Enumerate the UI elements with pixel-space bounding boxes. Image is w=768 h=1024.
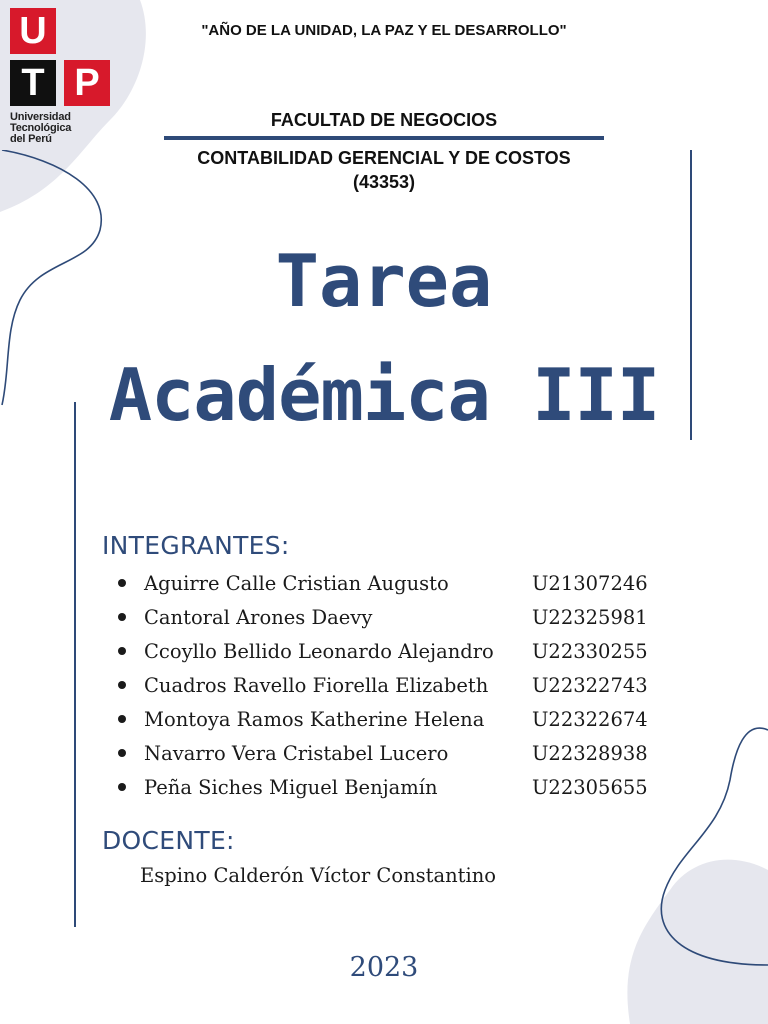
bullet-icon <box>118 783 126 791</box>
faculty-name: FACULTAD DE NEGOCIOS <box>270 110 498 130</box>
list-item <box>118 702 678 736</box>
bullet-icon <box>118 715 126 723</box>
member-code: U22325981 <box>532 605 648 629</box>
vertical-divider-left <box>74 402 76 927</box>
member-name: Cantoral Arones Daevy <box>144 605 373 629</box>
teacher-heading: DOCENTE: <box>102 826 235 855</box>
member-name: Montoya Ramos Katherine Helena <box>144 707 485 731</box>
member-code: U21307246 <box>532 571 648 595</box>
list-item <box>118 566 678 600</box>
bullet-icon <box>118 647 126 655</box>
document-title-line1: Tarea <box>275 239 493 323</box>
member-name: Peña Siches Miguel Benjamín <box>144 775 438 799</box>
bullet-icon <box>118 613 126 621</box>
member-name: Navarro Vera Cristabel Lucero <box>144 741 449 765</box>
member-name: Ccoyllo Bellido Leonardo Alejandro <box>144 639 494 663</box>
member-code: U22322674 <box>532 707 648 731</box>
logo-university-name: Universidad Tecnológica del Perú <box>10 111 72 145</box>
document-title-line2: Académica III <box>108 353 660 437</box>
bullet-icon <box>118 749 126 757</box>
logo-letter-t: T <box>10 60 56 106</box>
member-code: U22322743 <box>532 673 648 697</box>
members-list <box>118 566 678 804</box>
list-item <box>118 634 678 668</box>
teacher-name: Espino Calderón Víctor Constantino <box>140 864 497 887</box>
course-name: CONTABILIDAD GERENCIAL Y DE COSTOS (43353) <box>197 148 571 192</box>
document-year: 2023 <box>349 952 419 983</box>
bullet-icon <box>118 681 126 689</box>
list-item <box>118 600 678 634</box>
list-item <box>118 736 678 770</box>
bullet-icon <box>118 579 126 587</box>
list-item <box>118 770 678 804</box>
header-divider <box>164 136 604 140</box>
member-code: U22330255 <box>532 639 648 663</box>
members-heading: INTEGRANTES: <box>102 531 290 560</box>
logo-letter-p: P <box>64 60 110 106</box>
member-code: U22305655 <box>532 775 648 799</box>
member-code: U22328938 <box>532 741 648 765</box>
list-item <box>118 668 678 702</box>
year-motto: "AÑO DE LA UNIDAD, LA PAZ Y EL DESARROLLO" <box>201 22 567 39</box>
member-name: Cuadros Ravello Fiorella Elizabeth <box>144 673 489 697</box>
logo-letter-u: U <box>10 8 56 54</box>
member-name: Aguirre Calle Cristian Augusto <box>144 571 449 595</box>
